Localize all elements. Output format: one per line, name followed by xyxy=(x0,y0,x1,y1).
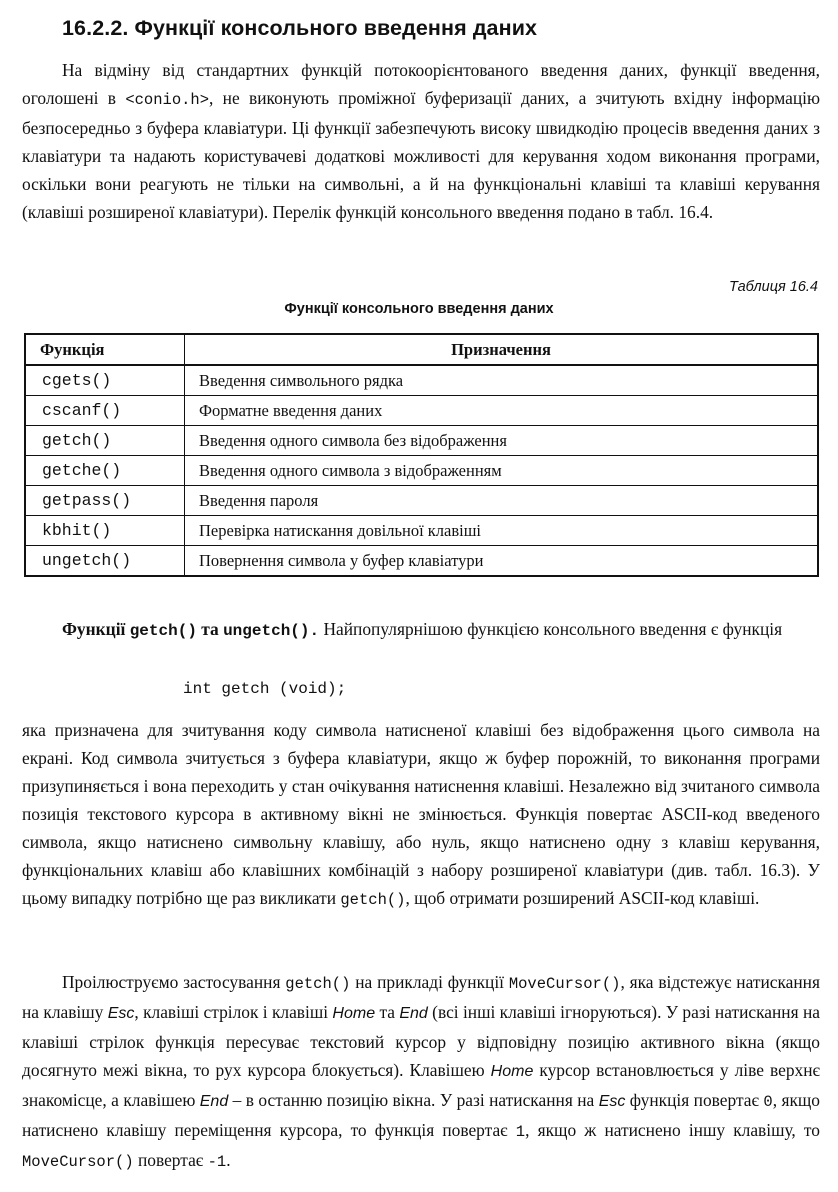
table-title: Функції консольного введення даних xyxy=(284,301,554,317)
function-name-cell: cscanf() xyxy=(25,396,185,426)
column-header-function: Функція xyxy=(25,334,185,365)
mc-key-end: End xyxy=(399,1005,428,1022)
purpose-cell: Введення пароля xyxy=(185,486,819,516)
table-row xyxy=(25,426,818,456)
mc-code-minus-one: -1 xyxy=(207,1153,227,1171)
mc-text-13: . xyxy=(226,1150,231,1170)
mc-text-12: повертає xyxy=(133,1150,208,1170)
getch-section-paragraph xyxy=(22,615,820,645)
purpose-cell: Повернення символа у буфер клавіатури xyxy=(185,546,819,577)
mc-code-movecursor: MoveCursor() xyxy=(508,975,621,993)
section-heading: 16.2.2. Функції консольного введення даних xyxy=(62,16,538,40)
table-row xyxy=(25,486,818,516)
function-name-cell: getpass() xyxy=(25,486,185,516)
subsection-lead-text: Функції xyxy=(62,619,130,639)
description-text-2: , щоб отримати розширений ASCII-код клавіші. xyxy=(405,888,760,908)
mc-key-esc-2: Esc xyxy=(598,1093,626,1110)
subsection-text: Найпопулярнішою функцією консольного введення є функція xyxy=(319,619,783,639)
mc-text-6: (всі інші клавіші ігноруються). У разі натискання на клавіші стрілок функція пересуває текстовий курсор у відповідну позицію активного вікна (якщо досягнуто межі вікна, то рух курсора блокується). Клавішею xyxy=(22,1002,820,1080)
purpose-cell: Форматне введення даних xyxy=(185,396,819,426)
mc-key-end-2: End xyxy=(199,1093,229,1110)
mc-text-3: , яка відстежує натискання на клавішу xyxy=(22,972,820,1022)
mc-text-10: , якщо натиснено клавішу переміщення курсора, то функція повертає xyxy=(22,1090,820,1140)
column-header-purpose: Призначення xyxy=(185,334,819,365)
table-row xyxy=(25,516,818,546)
function-name-cell: ungetch() xyxy=(25,546,185,577)
function-name-cell: cgets() xyxy=(25,365,185,396)
mc-key-esc: Esc xyxy=(107,1005,135,1022)
table-caption: Таблиця 16.4 xyxy=(729,279,818,295)
mc-code-one: 1 xyxy=(515,1123,526,1141)
mc-text-8: – в останню позицію вікна. У разі натискання на xyxy=(228,1090,599,1110)
mc-code-zero: 0 xyxy=(763,1093,773,1111)
function-name-cell: kbhit() xyxy=(25,516,185,546)
intro-paragraph xyxy=(22,56,820,226)
intro-code-conio: <conio.h> xyxy=(125,91,210,109)
mc-text-1: Проілюструємо застосування xyxy=(62,972,286,992)
subsection-code-getch: getch() xyxy=(129,622,197,640)
mc-key-home: Home xyxy=(332,1005,376,1022)
mc-code-getch: getch() xyxy=(285,975,351,993)
mc-key-home-2: Home xyxy=(490,1063,534,1080)
table-row xyxy=(25,546,818,577)
purpose-cell: Перевірка натискання довільної клавіші xyxy=(185,516,819,546)
purpose-cell: Введення одного символа без відображення xyxy=(185,426,819,456)
purpose-cell: Введення одного символа з відображенням xyxy=(185,456,819,486)
intro-text-1: На відміну від стандартних функцій потокоорієнтованого введення даних, функції введення, оголошені в xyxy=(22,60,820,108)
description-text-1: яка призначена для зчитування коду символа натисненої клавіші без відображення цього символа на екрані. Код символа зчитується з буфера клавіатури, якщо ж буфер порожній, то виконання програми призупиняється і вона переходить у стан очікування натиснення клавіші. Незалежно від зчитаного символа позиція текстового курсора в активному вікні не змінюється. Функція повертає ASCII-код введеного символа, якщо натиснено символьну клавішу, або нуль, якщо натиснено одну з клавіш керування, функціональних клавіш або клавішних комбінацій з набору розширеної клавіатури (див. табл. 16.3). У цьому випадку потрібно ще раз викликати xyxy=(22,720,820,908)
mc-text-4: , клавіші стрілок і клавіші xyxy=(134,1002,333,1022)
purpose-cell: Введення символьного рядка xyxy=(185,365,819,396)
mc-text-5: та xyxy=(375,1002,400,1022)
subsection-code-ungetch: ungetch(). xyxy=(223,622,320,640)
mc-text-11: , якщо ж натиснено іншу клавішу, то xyxy=(525,1120,820,1140)
intro-text-2: , не виконують проміжної буферизації даних, а зчитують вхідну інформацію безпосередньо з буфера клавіатури. Ці функції забезпечують високу швидкодію процесів введення даних з клавіатури та надають користувачеві додаткові можливості для керування ходом виконання програми, оскільки вони реагують не тільки на символьні, а й на функціональні клавіші та клавіші керування (клавіші розширеної клавіатури). Перелік функцій консольного введення подано в табл. 16.4. xyxy=(22,88,821,222)
code-declaration: int getch (void); xyxy=(183,680,347,698)
getch-description-paragraph xyxy=(22,716,820,914)
function-name-cell: getch() xyxy=(25,426,185,456)
table-row xyxy=(25,456,818,486)
mc-text-2: на прикладі функції xyxy=(350,972,509,992)
table-header-row xyxy=(25,334,818,365)
subsection-lead-and: та xyxy=(196,619,224,639)
mc-code-movecursor-2: MoveCursor() xyxy=(22,1153,134,1171)
mc-text-9: функція повертає xyxy=(625,1090,764,1110)
mc-text-7: курсор встановлюється у ліве верхнє знакомісце, а клавішею xyxy=(22,1060,820,1110)
table-row xyxy=(25,365,818,396)
function-name-cell: getche() xyxy=(25,456,185,486)
table-row xyxy=(25,396,818,426)
functions-table xyxy=(24,333,819,577)
movecursor-paragraph xyxy=(22,968,820,1176)
description-code-getch: getch() xyxy=(340,891,406,909)
